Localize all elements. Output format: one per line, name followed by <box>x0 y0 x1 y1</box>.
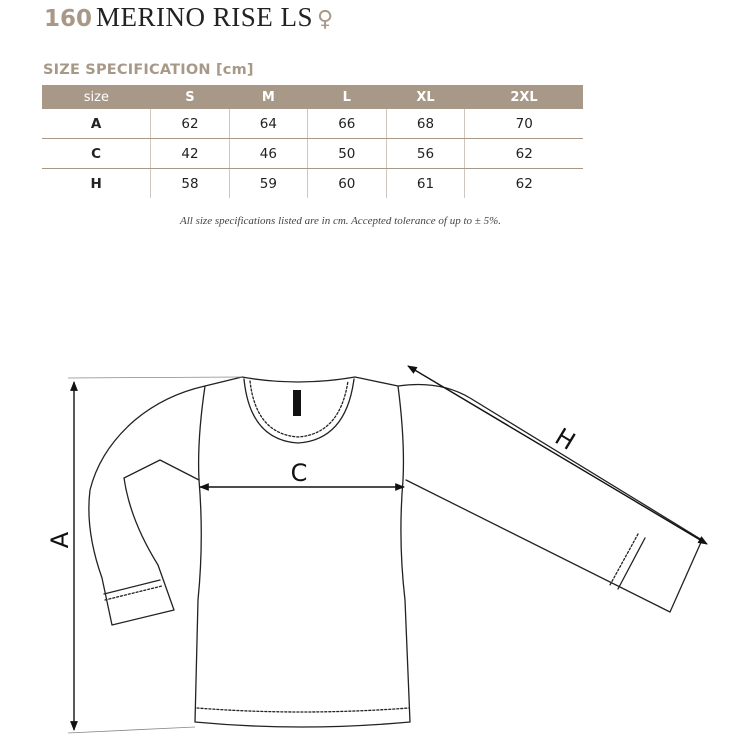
table-cell: 46 <box>229 139 307 169</box>
section-heading: SIZE SPECIFICATION [cm] <box>43 62 254 78</box>
table-cell: 64 <box>229 109 307 139</box>
table-cell: 56 <box>386 139 465 169</box>
table-header-cell: XL <box>386 85 465 109</box>
table-header-cell: S <box>151 85 229 109</box>
logo-tag <box>293 390 301 416</box>
product-code: 160 <box>44 6 93 32</box>
product-name: MERINO RISE LS <box>96 2 314 32</box>
table-cell: 42 <box>151 139 229 169</box>
table-cell: 62 <box>465 139 583 169</box>
table-cell: 62 <box>465 169 583 199</box>
table-cell: 62 <box>151 109 229 139</box>
right-sleeve <box>398 385 702 613</box>
table-header-cell: M <box>229 85 307 109</box>
row-label: C <box>42 139 151 169</box>
row-label: H <box>90 175 102 192</box>
table-header-cell: L <box>308 85 386 109</box>
table-cell: 50 <box>308 139 386 169</box>
table-cell: 58 <box>151 169 229 199</box>
table-cell: 61 <box>386 169 465 199</box>
table-cell: 59 <box>229 169 307 199</box>
left-sleeve <box>89 386 205 625</box>
table-cell: 66 <box>308 109 386 139</box>
table-header-size: size <box>42 85 151 109</box>
dimension-label-a: A <box>46 531 74 549</box>
dimension-label-h: H <box>550 422 581 456</box>
dimension-label-c: C <box>290 459 308 487</box>
dimension-line-h <box>408 366 707 544</box>
female-symbol-icon: ♀ <box>317 7 334 32</box>
tolerance-note: All size specifications listed are in cm. Accepted tolerance of up to ± 5%. <box>180 215 501 227</box>
table-cell: 68 <box>386 109 465 139</box>
table-cell: 70 <box>465 109 583 139</box>
shirt-body-outline <box>195 377 410 727</box>
row-label: A <box>42 109 151 139</box>
table-cell: 60 <box>308 169 386 199</box>
table-header-cell: 2XL <box>465 85 583 109</box>
